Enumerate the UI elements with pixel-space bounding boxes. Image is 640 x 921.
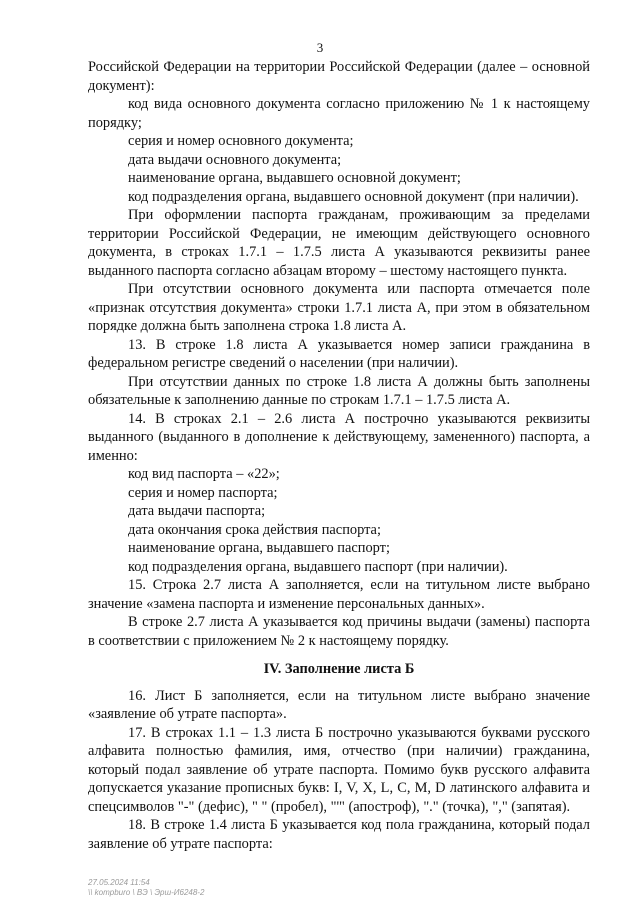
paragraph: дата окончания срока действия паспорта; [128,521,381,538]
paragraph: код вида основного документа согласно приложению № 1 к настоящему порядку; [88,96,590,131]
paragraph: код вид паспорта – «22»; [128,466,280,482]
paragraph: серия и номер основного документа; [128,133,354,149]
paragraph: наименование органа, выдавшего основной документ; [128,170,461,186]
paragraph: При отсутствии основного документа или паспорта отмечается поле «признак отсутствия документа» строки 1.7.1 листа А, при этом в обязательном порядке должна быть заполнена строка 1.8 листа А. [88,281,590,334]
paragraph: 18. В строке 1.4 листа Б указывается код пола гражданина, который подал заявление об утрате паспорта: [88,817,590,852]
page-number: 3 [316,40,324,55]
footer-stamp [88,878,204,898]
paragraph: 17. В строках 1.1 – 1.3 листа Б построчно указываются буквами русского алфавита полностью фамилия, имя, отчество (при наличии) гражданина, который подал заявление об утрате паспорта. Помимо букв русского алфавита допускается указание прописных букв: I, V, X, L, C, M, D латинского алфавита и спецсимволов "-" (дефис), " " (пробел), "'" (апостроф), "." (точка), "," (запятая). [88,724,590,815]
paragraph: При отсутствии данных по строке 1.8 листа А должны быть заполнены обязательные к заполнению данные по строкам 1.7.1 – 1.7.5 листа А. [88,373,590,408]
paragraph: 16. Лист Б заполняется, если на титульном листе выбрано значение «заявление об утрате паспорта». [88,687,590,722]
paragraph: 15. Строка 2.7 листа А заполняется, если на титульном листе выбрано значение «замена паспорта и изменение персональных данных». [88,577,590,612]
paragraph: код подразделения органа, выдавшего основной документ (при наличии). [128,188,579,205]
paragraph: серия и номер паспорта; [128,484,278,501]
paragraph: дата выдачи паспорта; [128,503,266,519]
paragraph: наименование органа, выдавшего паспорт; [128,540,390,556]
paragraph: В строке 2.7 листа А указывается код причины выдачи (замены) паспорта в соответствии с приложением № 2 к настоящему порядку. [88,614,590,649]
paragraph: 13. В строке 1.8 листа А указывается номер записи гражданина в федеральном регистре сведений о населении (при наличии). [88,336,590,371]
footer-timestamp: 27.05.2024 11:54 [88,878,150,887]
paragraph: При оформлении паспорта гражданам, проживающим за пределами территории Российской Федерации, не имеющим действующего основного документа, в строках 1.7.1 – 1.7.5 листа А указываются реквизиты ранее выданного паспорта согласно абзацам второму – шестому настоящего пункта. [88,207,590,279]
paragraph: 14. В строках 2.1 – 2.6 листа А построчно указываются реквизиты выданного (выданного в дополнение к действующему, замененного) паспорта, а именно: [88,410,590,464]
document-body [88,58,590,853]
paragraphs-before-section [88,58,590,650]
footer-path: \\ kompburo \ ВЭ \ Эрш-И6248-2 [88,888,205,897]
paragraph: дата выдачи основного документа; [128,151,342,168]
paragraphs-after-section [88,687,590,854]
section-title: IV. Заполнение листа Б [263,661,415,677]
paragraph: Российской Федерации на территории Российской Федерации (далее – основной документ): [88,59,590,94]
paragraph: код подразделения органа, выдавшего паспорт (при наличии). [128,558,508,575]
